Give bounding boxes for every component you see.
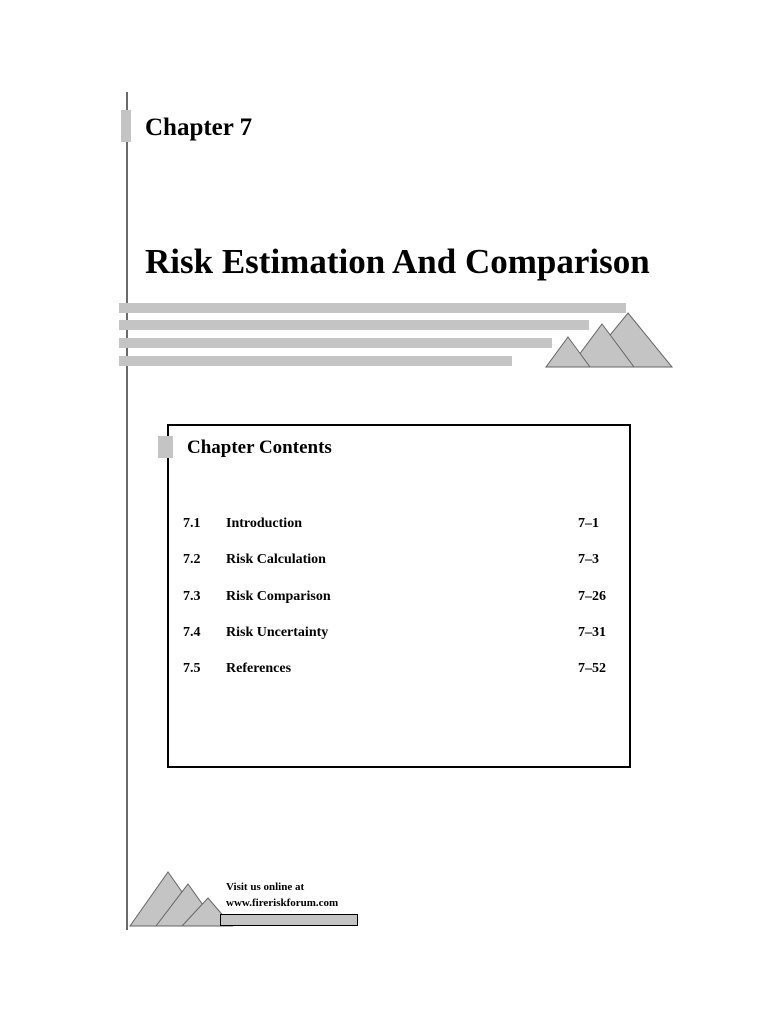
toc-entry-7-2[interactable] bbox=[0, 550, 768, 570]
mountains-icon bbox=[544, 310, 674, 370]
contents-marker-block bbox=[158, 436, 173, 458]
toc-label: Risk Calculation bbox=[226, 552, 326, 567]
chapter-title: Risk Estimation And Comparison bbox=[145, 242, 650, 281]
toc-label: Risk Uncertainty bbox=[226, 625, 329, 640]
toc-number: 7.3 bbox=[183, 589, 201, 604]
decorative-bar-2 bbox=[119, 320, 589, 330]
chapter-label: Chapter 7 bbox=[145, 114, 253, 141]
toc-label: References bbox=[226, 661, 292, 676]
toc-label: Introduction bbox=[226, 516, 302, 531]
footer-text bbox=[226, 879, 338, 911]
toc-entry-7-3[interactable] bbox=[0, 587, 768, 607]
toc-number: 7.2 bbox=[183, 552, 201, 567]
decorative-bar-3 bbox=[119, 338, 552, 348]
contents-heading: Chapter Contents bbox=[187, 437, 332, 458]
footer-website-link[interactable]: www.fireriskforum.com bbox=[226, 897, 339, 909]
toc-page: 7–1 bbox=[578, 516, 599, 531]
toc-label: Risk Comparison bbox=[226, 589, 331, 604]
footer-bar bbox=[220, 914, 358, 926]
left-vertical-rule bbox=[126, 92, 128, 930]
chapter-marker-block bbox=[121, 110, 131, 142]
toc-page: 7–3 bbox=[578, 552, 599, 567]
toc-number: 7.4 bbox=[183, 625, 201, 640]
decorative-bar-4 bbox=[119, 356, 512, 366]
toc-entry-7-5[interactable] bbox=[0, 659, 768, 679]
toc-page: 7–31 bbox=[578, 625, 606, 640]
toc-page: 7–26 bbox=[578, 589, 606, 604]
toc-page: 7–52 bbox=[578, 661, 606, 676]
toc-number: 7.1 bbox=[183, 516, 201, 531]
toc-number: 7.5 bbox=[183, 661, 201, 676]
toc-entry-7-1[interactable] bbox=[0, 514, 768, 534]
toc-entry-7-4[interactable] bbox=[0, 623, 768, 643]
footer-line-1: Visit us online at bbox=[226, 881, 305, 893]
